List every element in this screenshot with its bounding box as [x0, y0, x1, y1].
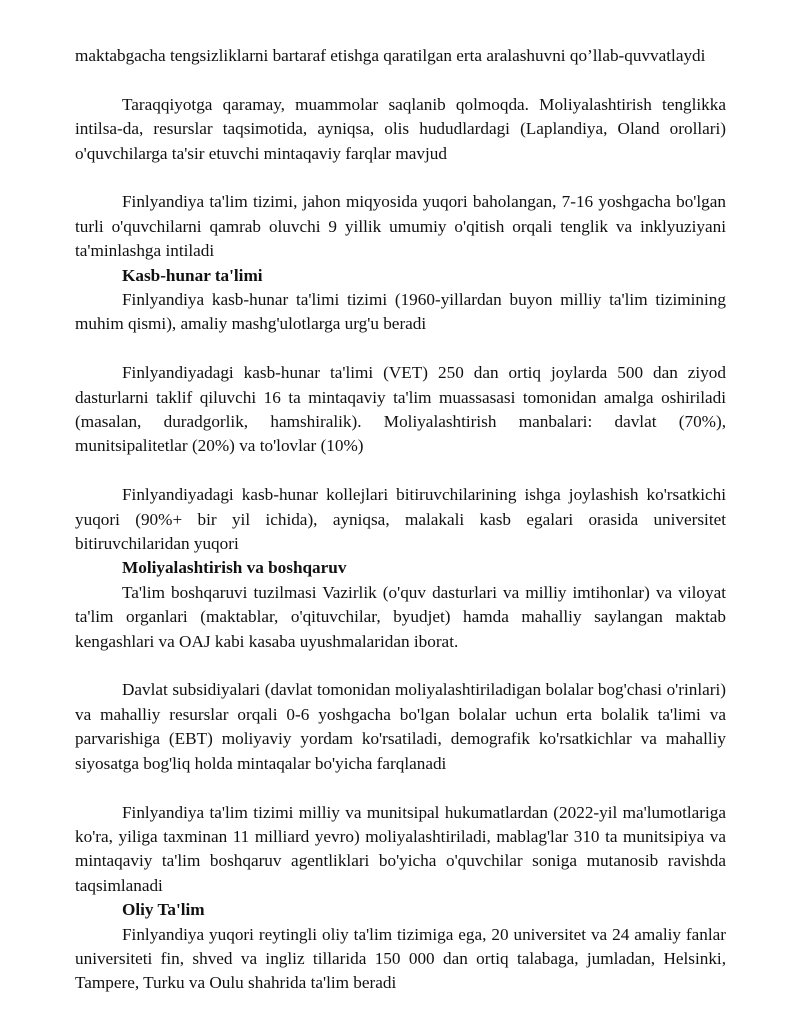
paragraph-employment-rate: Finlyandiyadagi kasb-hunar kollejlari bitiruvchilarining ishga joylashish ko'rsatkichi yuqori (90%+ bir yil ichida), ayniqsa, malakali kasb egalari orasida universitet bitiruvchilaridan yuqori	[75, 485, 726, 554]
paragraph-governance-structure: Ta'lim boshqaruvi tuzilmasi Vazirlik (o'quv dasturlari va milliy imtihonlar) va viloyat ta'lim organlari (maktablar, o'qituvchilar, byudjet) hamda mahalliy saylangan maktab kengashlari va OAJ kabi kasaba uyushmalaridan iborat.	[75, 582, 726, 651]
paragraph-education-system: Finlyandiya ta'lim tizimi, jahon miqyosida yuqori baholangan, 7-16 yoshgacha bo'lgan turli o'quvchilarni qamrab oluvchi 9 yillik umumiy o'qitish orqali tenglik va inklyuziyani ta'minlashga intiladi	[75, 192, 726, 261]
heading-funding: Moliyalashtirish va boshqaruv	[122, 558, 347, 578]
paragraph-intro-continuation: maktabgacha tengsizliklarni bartaraf etishga qaratilgan erta aralashuvni qo’llab-quvvatlaydi	[75, 46, 706, 65]
paragraph-regional-differences: Taraqqiyotga qaramay, muammolar saqlanib qolmoqda. Moliyalashtirish tenglikka intilsa-da, resurslar taqsimotida, ayniqsa, olis hududlardagi (Laplandiya, Oland orollari) o'quvchilarga ta'sir etuvchi mintaqaviy farqlar mavjud	[75, 94, 726, 163]
heading-higher-education: Oliy Ta'lim	[122, 900, 205, 920]
paragraph-vet-programs: Finlyandiyadagi kasb-hunar ta'limi (VET) 250 dan ortiq joylarda 500 dan ziyod dasturlarni taklif qiluvchi 16 ta mintaqaviy ta'lim muassasasi tomonidan amalga oshiriladi (masalan, duradgorlik, hamshiralik). Moliyalashtirish manbalari: davlat (70%), munitsipalitetlar (20%) va to'lovlar (10%)	[75, 363, 726, 456]
paragraph-ebt-support: Davlat subsidiyalari (davlat tomonidan moliyalashtiriladigan bolalar bog'chasi o'rinlari) va mahalliy resurslar orqali 0-6 yoshgacha bo'lgan bolalar uchun erta bolalik ta'limi va parvarishiga (EBT) moliyaviy yordam ko'rsatiladi, demografik ko'rsatkichlar va mahalliy siyosatga bog'liq holda mintaqalar bo'yicha farqlanadi	[75, 680, 726, 773]
heading-vocational: Kasb-hunar ta'limi	[122, 265, 263, 285]
paragraph-funding-allocation: Finlyandiya ta'lim tizimi milliy va munitsipal hukumatlardan (2022-yil ma'lumotlariga ko'ra, yiliga taxminan 11 milliard yevro) moliyalashtiriladi, mablag'lar 310 ta munitsipiya va mintaqaviy ta'lim boshqaruv agentliklari bo'yicha o'quvchilar soniga mutanosib ravishda taqsimlanadi	[75, 802, 726, 895]
document-page	[75, 44, 726, 996]
paragraph-vocational-system: Finlyandiya kasb-hunar ta'limi tizimi (1960-yillardan buyon milliy ta'lim tizimining muhim qismi), amaliy mashg'ulotlarga urg'u beradi	[75, 290, 726, 334]
paragraph-higher-education: Finlyandiya yuqori reytingli oliy ta'lim tizimiga ega, 20 universitet va 24 amaliy fanlar universiteti fin, shved va ingliz tillarida 150 000 dan ortiq talabaga, jumladan, Helsinki, Tampere, Turku va Oulu shahrida ta'lim beradi	[75, 924, 726, 993]
